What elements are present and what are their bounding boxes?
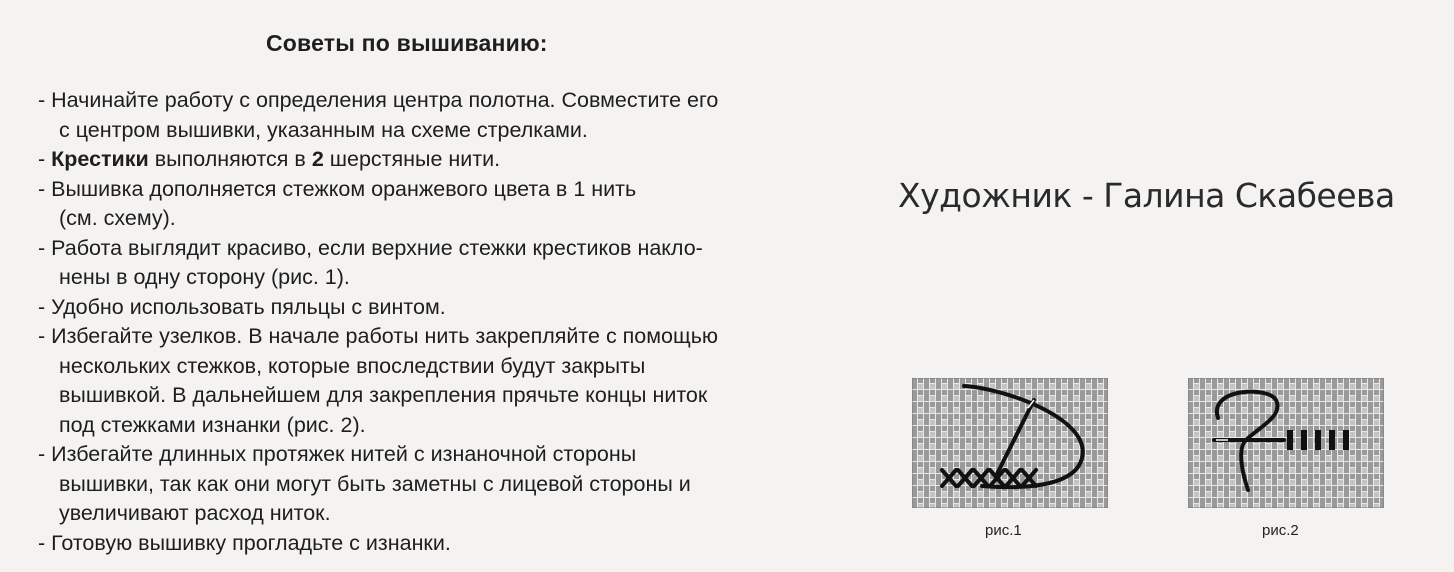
figure-1-caption: рис.1 xyxy=(985,522,1022,539)
figure-2 xyxy=(1188,378,1384,508)
tip-line: - Начинайте работу с определения центра полотна. Совместите его xyxy=(38,88,719,112)
tips-list xyxy=(38,86,868,558)
page-title: Советы по вышиванию: xyxy=(266,30,548,56)
tip-line: вышивкой. В дальнейшем для закрепления прячьте концы ниток xyxy=(59,383,708,407)
tip-item xyxy=(38,86,868,145)
tip-line: нены в одну сторону (рис. 1). xyxy=(59,265,350,289)
tip-item xyxy=(38,234,868,293)
tip-line: (см. схему). xyxy=(59,206,176,230)
tip-line: - Удобно использовать пяльцы с винтом. xyxy=(38,294,446,319)
tip-item xyxy=(38,440,868,529)
tip-line: - Избегайте узелков. В начале работы нить закрепляйте с помощью xyxy=(38,324,719,348)
tip-line: нескольких стежков, которые впоследствии будут закрыты xyxy=(59,353,646,378)
tip-dash: - xyxy=(38,147,52,171)
tip-text: шерстяные нити. xyxy=(323,147,501,171)
tip-item xyxy=(38,145,868,175)
tip-line: увеличивают расход ниток. xyxy=(59,501,331,525)
tip-item xyxy=(38,293,868,323)
tip-line: с центром вышивки, указанным на схеме стрелками. xyxy=(59,117,588,142)
tip-item xyxy=(38,175,868,234)
figure-1-illustration xyxy=(912,378,1108,508)
tip-line: - Готовую вышивку прогладьте с изнанки. xyxy=(38,530,451,555)
artist-credit: Художник - Галина Скабеева xyxy=(898,176,1395,215)
tip-item xyxy=(38,529,868,559)
figure-2-illustration xyxy=(1188,378,1384,508)
figure-1 xyxy=(912,378,1108,508)
tip-item xyxy=(38,322,868,440)
figure-2-caption: рис.2 xyxy=(1262,522,1299,539)
tip-line: - Вышивка дополняется стежком оранжевого цвета в 1 нить xyxy=(38,176,637,201)
tip-text: выполняются в xyxy=(148,147,312,171)
tip-line: - Работа выглядит красиво, если верхние стежки крестиков накло- xyxy=(38,235,703,260)
tip-bold-crosses: Крестики xyxy=(51,147,149,171)
tip-line: - Избегайте длинных протяжек нитей с изнаночной стороны xyxy=(38,442,637,466)
tip-line: вышивки, так как они могут быть заметны с лицевой стороны и xyxy=(59,471,691,496)
tip-line: под стежками изнанки (рис. 2). xyxy=(59,412,366,437)
tip-bold-count: 2 xyxy=(311,147,324,171)
tip-line xyxy=(38,145,868,175)
